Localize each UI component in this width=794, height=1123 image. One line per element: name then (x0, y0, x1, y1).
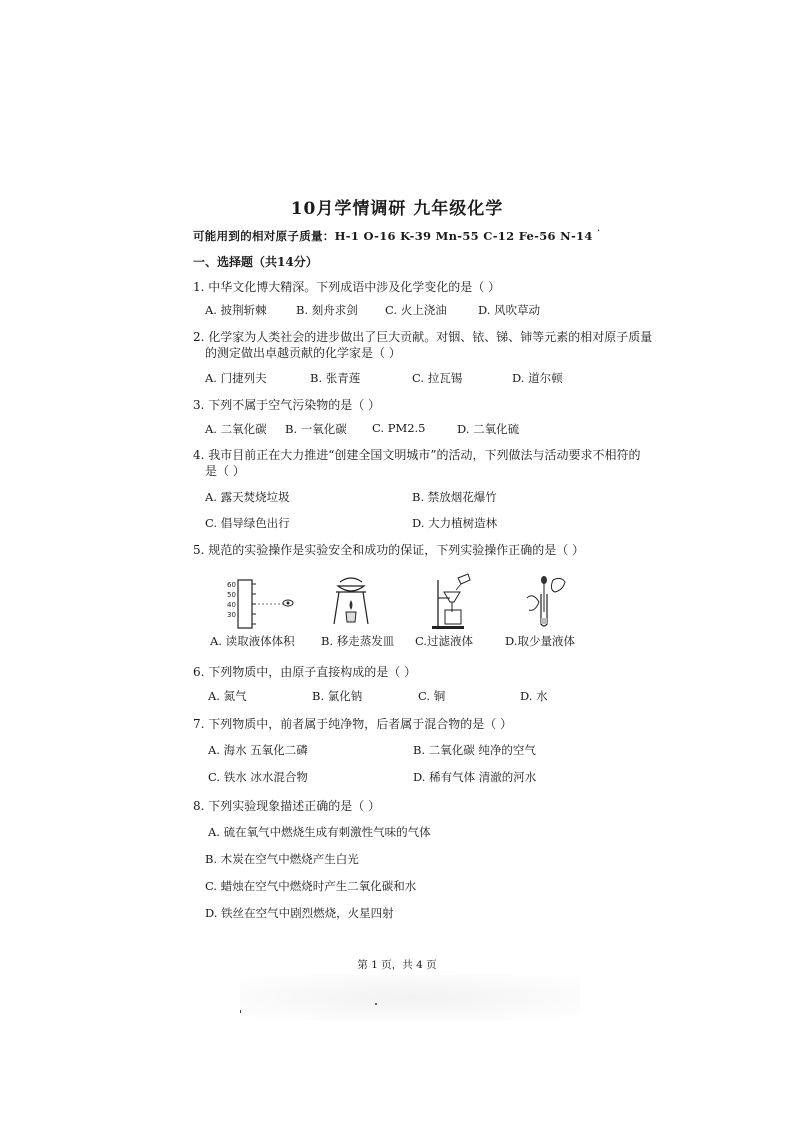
page-footer: 第 1 页，共 4 页 (357, 959, 437, 971)
question-7-option-c: C. 铁水 冰水混合物 (208, 770, 308, 784)
question-3-option-c: C. PM2.5 (372, 421, 426, 435)
filtration-figure (428, 572, 478, 632)
question-8-option-d: D. 铁丝在空气中剧烈燃烧，火星四射 (205, 906, 394, 920)
cylinder-tick-30: 30 (227, 611, 236, 619)
dropper-figure (519, 572, 573, 632)
question-6-option-d: D. 水 (520, 689, 548, 703)
question-3-stem: 3. 下列不属于空气污染物的是（ ） (193, 398, 381, 412)
question-3-option-a: A. 二氧化碳 (205, 422, 267, 436)
question-4-stem: 4. 我市目前正在大力推进“创建全国文明城市”的活动，下列做法与活动要求不相符的 (193, 448, 641, 462)
scan-speck (240, 1010, 241, 1013)
cylinder-tick-60: 60 (227, 581, 236, 589)
question-6-stem: 6. 下列物质中，由原子直接构成的是（ ） (193, 665, 417, 679)
question-2-stem-continued: 的测定做出卓越贡献的化学家是（ ） (205, 346, 401, 360)
question-6-option-b: B. 氯化钠 (312, 689, 363, 703)
question-7-option-d: D. 稀有气体 清澈的河水 (413, 770, 537, 784)
question-8-option-c: C. 蜡烛在空气中燃烧时产生二氧化碳和水 (205, 879, 417, 893)
section-heading: 一、选择题（共14分） (193, 255, 318, 269)
question-4-stem-continued: 是（ ） (205, 464, 245, 478)
question-3-option-d: D. 二氧化硫 (457, 422, 520, 436)
question-2-option-a: A. 门捷列夫 (205, 371, 267, 385)
scan-speck (375, 1003, 377, 1005)
question-7-option-a: A. 海水 五氧化二磷 (208, 743, 308, 757)
question-5-option-d: D.取少量液体 (505, 634, 575, 648)
question-2-option-b: B. 张青莲 (310, 371, 361, 385)
graduated-cylinder-figure (222, 576, 302, 632)
question-5-option-a: A. 读取液体体积 (210, 634, 295, 648)
question-3-option-b: B. 一氧化碳 (285, 422, 347, 436)
question-5-option-b: B. 移走蒸发皿 (321, 634, 395, 648)
question-8-stem: 8. 下列实验现象描述正确的是（ ） (193, 799, 381, 813)
question-1-option-b: B. 刻舟求剑 (296, 303, 358, 317)
question-2-stem: 2. 化学家为人类社会的进步做出了巨大贡献。对铟、铱、锑、铈等元素的相对原子质量 (193, 330, 653, 344)
question-8-option-a: A. 硫在氧气中燃烧生成有刺激性气味的气体 (208, 825, 431, 839)
stray-mark: · (597, 226, 601, 237)
question-7-stem: 7. 下列物质中，前者属于纯净物，后者属于混合物的是（ ） (193, 717, 513, 731)
question-1-option-c: C. 火上浇油 (385, 303, 447, 317)
question-2-option-d: D. 道尔顿 (512, 371, 563, 385)
question-1-option-a: A. 披荆斩棘 (205, 303, 267, 317)
question-1-stem: 1. 中华文化博大精深。下列成语中涉及化学变化的是（ ） (193, 280, 501, 294)
question-4-option-c: C. 倡导绿色出行 (205, 516, 290, 530)
scan-smudge (240, 975, 580, 1020)
atomic-masses: 可能用到的相对原子质量：H-1 O-16 K-39 Mn-55 C-12 Fe-56 N-14 (193, 229, 593, 243)
evaporating-dish-figure (326, 572, 376, 632)
question-4-option-b: B. 禁放烟花爆竹 (412, 490, 497, 504)
exam-title: 10月学情调研 九年级化学 (290, 199, 504, 219)
question-7-option-b: B. 二氧化碳 纯净的空气 (413, 743, 536, 757)
question-8-option-b: B. 木炭在空气中燃烧产生白光 (205, 852, 359, 866)
question-6-option-a: A. 氮气 (208, 689, 247, 703)
cylinder-tick-50: 50 (227, 591, 236, 599)
question-1-option-d: D. 风吹草动 (478, 303, 541, 317)
question-4-option-d: D. 大力植树造林 (412, 516, 498, 530)
question-6-option-c: C. 铜 (418, 689, 446, 703)
question-4-option-a: A. 露天焚烧垃圾 (205, 490, 290, 504)
question-5-option-c: C.过滤液体 (415, 634, 474, 648)
question-2-option-c: C. 拉瓦锡 (412, 371, 463, 385)
question-5-stem: 5. 规范的实验操作是实验安全和成功的保证，下列实验操作正确的是（ ） (193, 543, 585, 557)
cylinder-tick-40: 40 (227, 601, 236, 609)
